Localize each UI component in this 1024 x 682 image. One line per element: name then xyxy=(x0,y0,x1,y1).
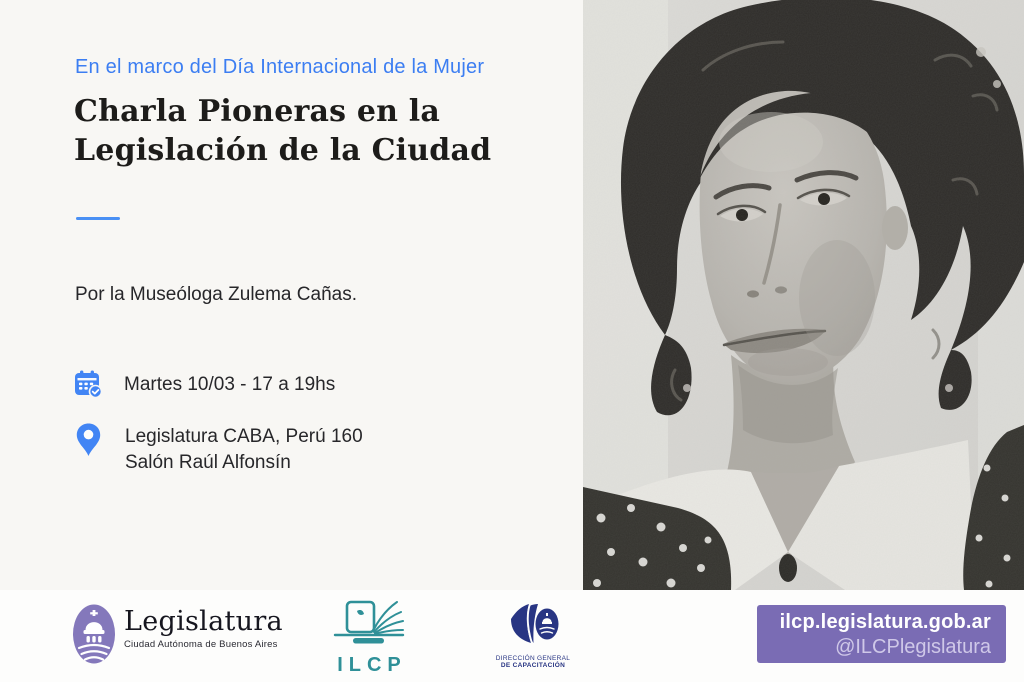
legislatura-wordmark: Legislatura xyxy=(124,606,283,637)
event-title-line2: Legislación de la Ciudad xyxy=(74,133,492,168)
footer xyxy=(0,590,1024,682)
event-title-line1: Charla Pioneras en la xyxy=(74,94,441,129)
location-line-1: Legislatura CABA, Perú 160 xyxy=(125,426,363,447)
legislatura-wordmark-block xyxy=(124,606,283,650)
schedule-row xyxy=(73,369,335,404)
location-text xyxy=(125,423,363,476)
event-title xyxy=(74,92,544,170)
website-badge xyxy=(757,605,1006,663)
schedule-text: Martes 10/03 - 17 a 19hs xyxy=(124,374,336,395)
speaker-line: Por la Museóloga Zulema Cañas. xyxy=(75,284,357,305)
location-row xyxy=(76,423,363,476)
capacitacion-label-line2: DE CAPACITACIÓN xyxy=(500,662,566,669)
calendar-check-icon xyxy=(73,369,103,404)
location-line-2: Salón Raúl Alfonsín xyxy=(125,452,291,473)
capacitacion-logo-icon xyxy=(504,598,562,648)
ilcp-logo xyxy=(331,597,407,677)
website-url: ilcp.legislatura.gob.ar xyxy=(779,610,991,633)
social-handle: @ILCPlegislatura xyxy=(835,635,991,658)
accent-divider xyxy=(76,217,120,220)
ilcp-logo-icon xyxy=(333,597,405,647)
capacitacion-label-line1: DIRECCIÓN GENERAL xyxy=(495,655,571,662)
map-pin-icon xyxy=(76,423,101,462)
eyebrow-text: En el marco del Día Internacional de la Mujer xyxy=(75,56,485,78)
capacitacion-logo xyxy=(489,598,577,669)
legislatura-subtitle: Ciudad Autónoma de Buenos Aires xyxy=(124,639,278,650)
portrait-photo xyxy=(583,0,1024,590)
legislatura-logo-icon xyxy=(72,603,116,670)
ilcp-wordmark: ILCP xyxy=(337,654,407,676)
